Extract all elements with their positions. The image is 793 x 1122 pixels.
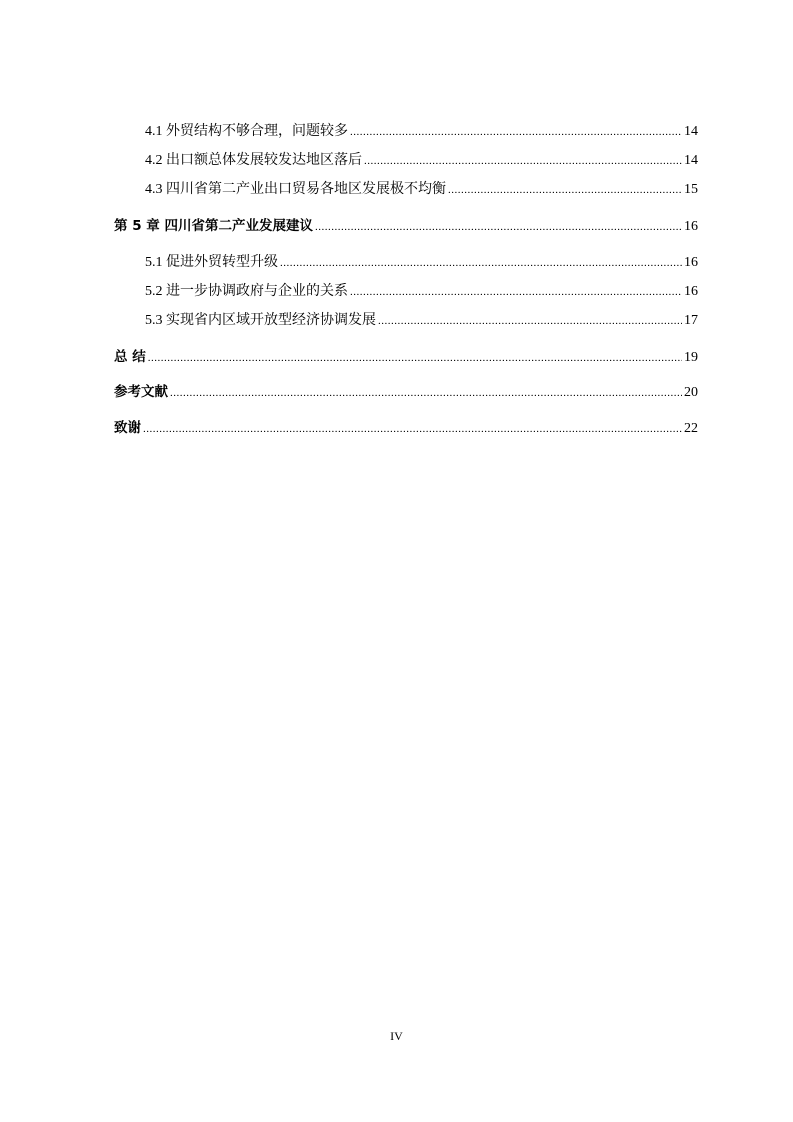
toc-entry-4-1[interactable]: [145, 123, 698, 141]
toc-entry-label: 5.2 进一步协调政府与企业的关系: [145, 284, 348, 299]
toc-entry-page-number: 14: [684, 124, 698, 139]
toc-entry-page-number: 20: [684, 385, 698, 400]
toc-entry-5-2[interactable]: [145, 283, 698, 301]
toc-entry-page-number: 14: [684, 153, 698, 168]
toc-entry-label: 4.1 外贸结构不够合理，问题较多: [145, 124, 348, 139]
toc-entry-references[interactable]: [114, 383, 698, 401]
toc-entry-page-number: 15: [684, 182, 698, 197]
toc-entry-label: 致谢: [114, 420, 141, 436]
toc-entry-acknowledgements[interactable]: [114, 419, 698, 437]
dot-leader: [350, 283, 682, 301]
toc-entry-4-2[interactable]: [145, 152, 698, 170]
dot-leader: [280, 254, 682, 272]
toc-entry-chapter-5[interactable]: [114, 217, 698, 235]
toc-entry-label: 5.3 实现省内区域开放型经济协调发展: [145, 313, 376, 328]
toc-entry-5-1[interactable]: [145, 254, 698, 272]
toc-entry-page-number: 16: [684, 284, 698, 299]
toc-entry-label: 第 5 章 四川省第二产业发展建议: [114, 218, 313, 234]
toc-entry-label: 4.2 出口额总体发展较发达地区落后: [145, 153, 362, 168]
toc-entry-5-3[interactable]: [145, 312, 698, 330]
toc-entry-page-number: 16: [684, 255, 698, 270]
toc-entry-page-number: 16: [684, 219, 698, 234]
toc-entry-label: 参考文献: [114, 384, 168, 400]
toc-entry-page-number: 19: [684, 350, 698, 365]
toc-entry-page-number: 17: [684, 313, 698, 328]
dot-leader: [148, 349, 682, 367]
toc-entry-4-3[interactable]: [145, 181, 698, 199]
dot-leader: [448, 181, 682, 199]
dot-leader: [364, 152, 682, 170]
dot-leader: [143, 420, 682, 438]
dot-leader: [350, 123, 682, 141]
dot-leader: [378, 312, 682, 330]
toc-entry-label: 5.1 促进外贸转型升级: [145, 255, 278, 270]
footer-page-number: IV: [390, 1029, 403, 1043]
toc-entry-label: 4.3 四川省第二产业出口贸易各地区发展极不均衡: [145, 182, 446, 197]
toc-entry-page-number: 22: [684, 421, 698, 436]
toc-entry-summary[interactable]: [114, 348, 698, 366]
dot-leader: [315, 218, 682, 236]
toc-entry-label: 总 结: [114, 349, 146, 365]
dot-leader: [170, 384, 682, 402]
